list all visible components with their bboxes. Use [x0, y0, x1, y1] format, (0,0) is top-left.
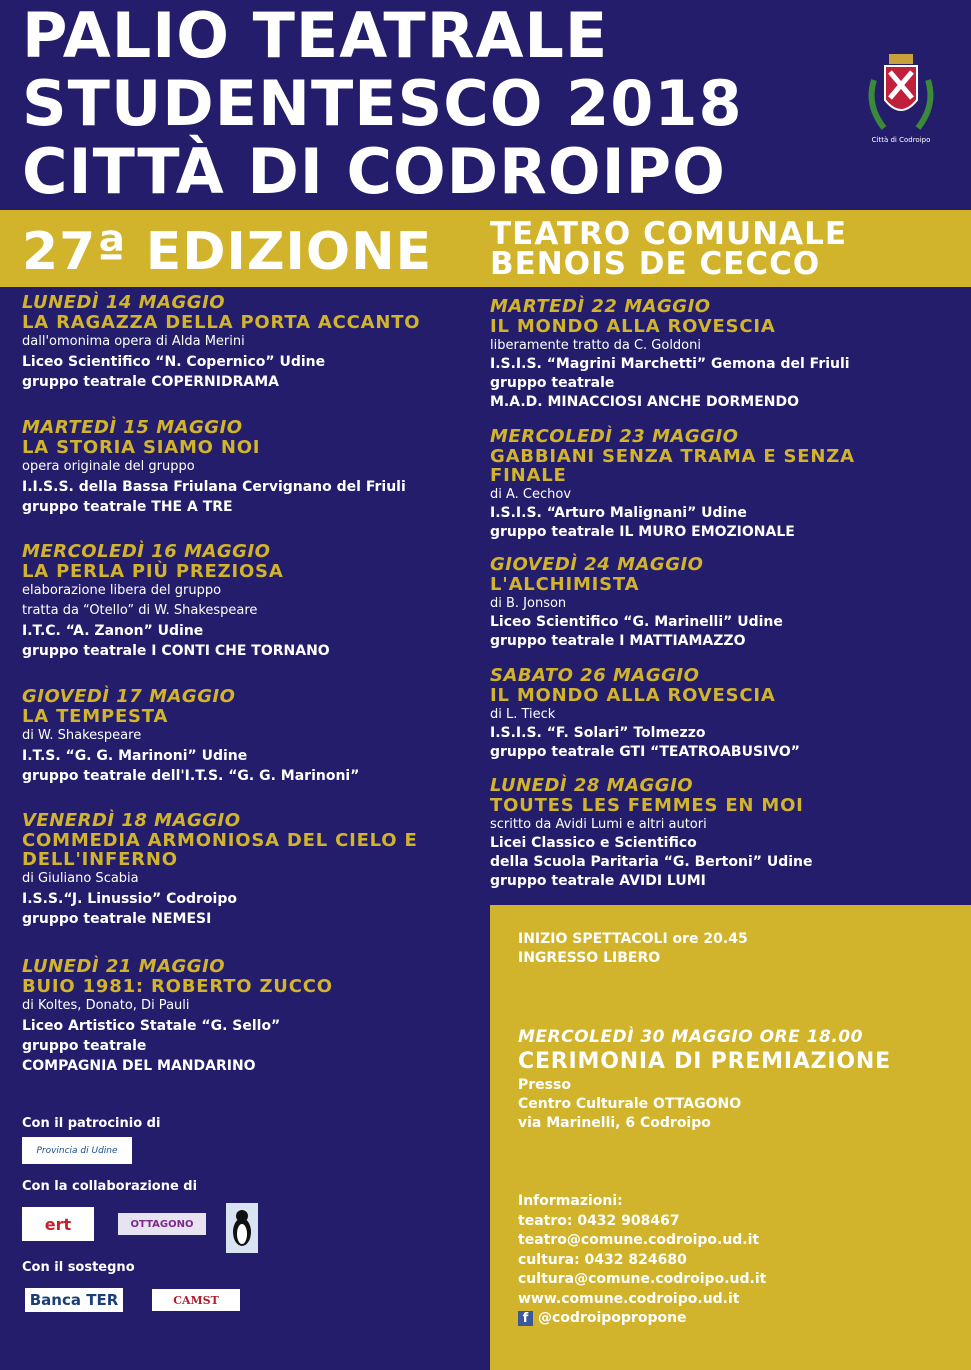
play-author: di A. Cechov	[490, 487, 572, 502]
program-entry	[22, 811, 472, 929]
facebook-icon: f	[518, 1311, 533, 1326]
performance-date: VENERDÌ 18 MAGGIO	[22, 810, 241, 831]
venue-line: TEATRO COMUNALE	[490, 216, 848, 252]
school-group: gruppo teatrale I MATTIAMAZZO	[490, 633, 746, 649]
performance-date: MERCOLEDÌ 16 MAGGIO	[22, 541, 271, 562]
program-entry	[22, 418, 472, 517]
performance-date: MARTEDÌ 15 MAGGIO	[22, 417, 243, 438]
award-place	[518, 1076, 741, 1133]
performance-date: LUNEDÌ 14 MAGGIO	[22, 292, 226, 313]
school-group: Liceo Artistico Statale “G. Sello”	[22, 1018, 281, 1034]
show-time	[518, 930, 748, 968]
school-group: I.S.I.S. “Magrini Marchetti” Gemona del Friuli	[490, 356, 850, 372]
school-group: gruppo teatrale THE A TRE	[22, 499, 233, 515]
penguin-logo	[226, 1203, 258, 1253]
play-title: LA PERLA PIÙ PREZIOSA	[22, 561, 284, 582]
award-place-line: via Marinelli, 6 Codroipo	[518, 1115, 711, 1131]
performance-date: GIOVEDÌ 24 MAGGIO	[490, 554, 704, 575]
performance-date: LUNEDÌ 21 MAGGIO	[22, 956, 226, 977]
program-entry	[22, 957, 472, 1076]
school-group: gruppo teatrale NEMESI	[22, 911, 212, 927]
school-group: gruppo teatrale AVIDI LUMI	[490, 873, 706, 889]
school-group: Licei Classico e Scientifico	[490, 835, 697, 851]
play-title: IL MONDO ALLA ROVESCIA	[490, 685, 776, 706]
free-entry-text: INGRESSO LIBERO	[518, 950, 661, 966]
school-group: I.I.S.S. della Bassa Friulana Cervignano del Friuli	[22, 479, 406, 495]
program-entry	[490, 555, 940, 651]
school-group: gruppo teatrale GTI “TEATROABUSIVO”	[490, 744, 800, 760]
performance-date: MARTEDÌ 22 MAGGIO	[490, 296, 711, 317]
penguin-icon	[231, 1208, 253, 1248]
city-crest	[862, 50, 940, 150]
play-title: IL MONDO ALLA ROVESCIA	[490, 316, 776, 337]
crest-caption: Città di Codroipo	[871, 136, 931, 144]
performance-date: SABATO 26 MAGGIO	[490, 665, 700, 686]
play-author: tratta da “Otello” di W. Shakespeare	[22, 603, 258, 618]
play-author: di Koltes, Donato, Di Pauli	[22, 998, 190, 1013]
banca-ter-logo	[25, 1288, 123, 1312]
play-title: TOUTES LES FEMMES EN MOI	[490, 795, 804, 816]
ert-logo-text: ert	[44, 1214, 72, 1234]
school-group: Liceo Scientifico “N. Copernico” Udine	[22, 354, 326, 370]
facebook-handle[interactable]	[518, 1309, 766, 1329]
edition-label: 27ª EDIZIONE	[22, 222, 433, 282]
culture-phone: cultura: 0432 824680	[518, 1251, 687, 1268]
title-line: PALIO TEATRALE	[22, 0, 609, 72]
info-title: Informazioni:	[518, 1193, 623, 1209]
collaboration-label: Con la collaborazione di	[22, 1179, 198, 1194]
play-author: scritto da Avidi Lumi e altri autori	[490, 817, 707, 832]
play-author: di L. Tieck	[490, 707, 556, 722]
play-author: di B. Jonson	[490, 596, 567, 611]
school-group: M.A.D. MINACCIOSI ANCHE DORMENDO	[490, 394, 800, 410]
school-group: I.S.S.“J. Linussio” Codroipo	[22, 891, 237, 907]
award-place-line: Centro Culturale OTTAGONO	[518, 1096, 742, 1112]
support-label: Con il sostegno	[22, 1260, 135, 1275]
play-author: di Giuliano Scabia	[22, 871, 139, 886]
school-group: I.S.I.S. “F. Solari” Tolmezzo	[490, 725, 706, 741]
banca-ter-logo-text: Banca TER	[29, 1291, 119, 1309]
play-title: DELL'INFERNO	[22, 849, 178, 870]
provincia-udine-logo	[22, 1137, 132, 1164]
award-place-line: Presso	[518, 1077, 571, 1093]
play-title: BUIO 1981: ROBERTO ZUCCO	[22, 976, 333, 997]
award-title: CERIMONIA DI PREMIAZIONE	[518, 1049, 891, 1074]
ert-logo	[22, 1207, 94, 1241]
play-title: COMMEDIA ARMONIOSA DEL CIELO E	[22, 830, 418, 851]
venue-line: BENOIS DE CECCO	[490, 246, 821, 282]
ottagono-logo-text: OTTAGONO	[130, 1218, 194, 1230]
camst-logo-text: CAMST	[173, 1293, 219, 1307]
school-group: gruppo teatrale IL MURO EMOZIONALE	[490, 524, 795, 540]
school-group: Liceo Scientifico “G. Marinelli” Udine	[490, 614, 783, 630]
facebook-text: @codroipopropone	[538, 1310, 687, 1326]
performance-date: LUNEDÌ 28 MAGGIO	[490, 775, 694, 796]
school-group: I.S.I.S. “Arturo Malignani” Udine	[490, 505, 747, 521]
play-author: dall'omonima opera di Alda Merini	[22, 334, 245, 349]
award-date: MERCOLEDÌ 30 MAGGIO ORE 18.00	[518, 1027, 863, 1047]
school-group: della Scuola Paritaria “G. Bertoni” Udine	[490, 854, 813, 870]
school-group: gruppo teatrale I CONTI CHE TORNANO	[22, 643, 330, 659]
play-author: opera originale del gruppo	[22, 459, 195, 474]
school-group: gruppo teatrale	[22, 1038, 147, 1054]
theatre-email-link[interactable]: teatro@comune.codroipo.ud.it	[518, 1232, 760, 1248]
theatre-phone: teatro: 0432 908467	[518, 1212, 680, 1229]
program-entry	[490, 297, 940, 412]
play-title: FINALE	[490, 465, 567, 486]
school-group: gruppo teatrale COPERNIDRAMA	[22, 374, 279, 390]
school-group: I.T.S. “G. G. Marinoni” Udine	[22, 748, 248, 764]
crest-icon	[862, 50, 940, 136]
performance-date: GIOVEDÌ 17 MAGGIO	[22, 686, 236, 707]
provincia-logo-text: Provincia di Udine	[36, 1145, 118, 1156]
school-group: I.T.C. “A. Zanon” Udine	[22, 623, 204, 639]
play-title: LA RAGAZZA DELLA PORTA ACCANTO	[22, 312, 421, 333]
school-group: gruppo teatrale dell'I.T.S. “G. G. Marinoni”	[22, 768, 360, 784]
program-entry	[22, 542, 472, 661]
play-title: GABBIANI SENZA TRAMA E SENZA	[490, 446, 855, 467]
venue-label	[490, 216, 848, 282]
culture-email-link[interactable]: cultura@comune.codroipo.ud.it	[518, 1271, 767, 1287]
play-title: L'ALCHIMISTA	[490, 574, 640, 595]
website-link[interactable]: www.comune.codroipo.ud.it	[518, 1290, 740, 1307]
performance-date: MERCOLEDÌ 23 MAGGIO	[490, 426, 739, 447]
play-author: elaborazione libera del gruppo	[22, 583, 222, 598]
ottagono-logo	[118, 1213, 206, 1235]
school-group: gruppo teatrale	[490, 375, 615, 391]
patronage-label: Con il patrocinio di	[22, 1116, 161, 1131]
play-title: LA STORIA SIAMO NOI	[22, 437, 261, 458]
play-title: LA TEMPESTA	[22, 706, 169, 727]
program-entry	[22, 293, 472, 392]
start-time-text: INIZIO SPETTACOLI ore 20.45	[518, 931, 748, 947]
play-author: di W. Shakespeare	[22, 728, 142, 743]
contact-info	[518, 1192, 766, 1329]
program-entry	[490, 776, 940, 891]
program-entry	[22, 687, 472, 786]
school-group: COMPAGNIA DEL MANDARINO	[22, 1058, 256, 1074]
program-entry	[490, 427, 940, 542]
program-entry	[490, 666, 940, 762]
title-line: STUDENTESCO 2018	[22, 67, 743, 140]
title-line: CITTÀ DI CODROIPO	[22, 135, 726, 208]
camst-logo	[152, 1289, 240, 1311]
play-author: liberamente tratto da C. Goldoni	[490, 338, 701, 353]
